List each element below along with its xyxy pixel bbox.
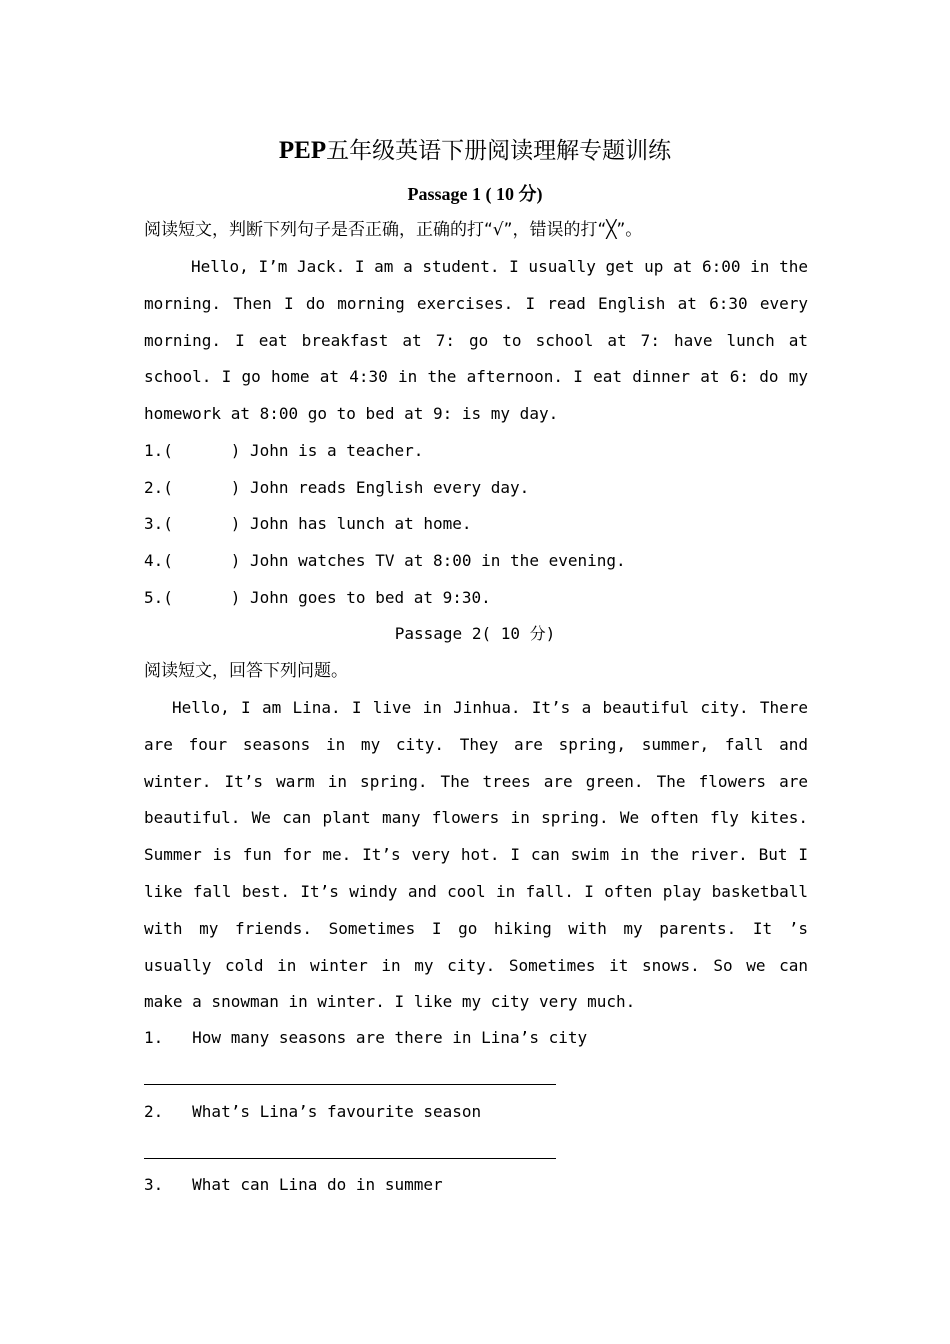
passage2-question-1: 1. How many seasons are there in Lina’s city: [144, 1028, 588, 1047]
page-title: [0, 134, 950, 168]
passage2-instruction: 阅读短文，回答下列问题。: [144, 661, 348, 681]
passage1-question-4: 4.( ) John watches TV at 8:00 in the evening.: [144, 551, 626, 570]
passage1-question-5: 5.( ) John goes to bed at 9:30.: [144, 588, 491, 607]
passage2-body: Hello, I am Lina. I live in Jinhua. It’s a beautiful city. There are four seasons in my city. They are spring, summer, fall and winter. It’s warm in spring. The trees are green. The flowers are beautiful. We can plant many flowers in spring. We often fly kites. Summer is fun for me. It’s very hot. I can swim in the river. But I like fall best. It’s windy and cool in fall. I often play basketball with my friends. Sometimes I go hiking with my parents. It ’s usually cold in winter in my city. Sometimes it snows. So we can make a snowman in winter. I like my city very much.: [144, 698, 808, 1012]
answer-line-1[interactable]: [144, 1084, 556, 1085]
passage1-question-1: 1.( ) John is a teacher.: [144, 441, 424, 460]
answer-line-2[interactable]: [144, 1158, 556, 1159]
passage1-body: Hello, I’m Jack. I am a student. I usually get up at 6:00 in the morning. Then I do morning exercises. I read English at 6:30 every morning. I eat breakfast at 7: go to school at 7: have lunch at school. I go home at 4:30 in the afternoon. I eat dinner at 6: do my homework at 8:00 go to bed at 9: is my day.: [144, 257, 808, 424]
passage1-instruction: 阅读短文，判断下列句子是否正确，正确的打“√”，错误的打“╳”。: [144, 220, 643, 240]
passage2-question-3: 3. What can Lina do in summer: [144, 1175, 443, 1194]
title-text: 五年级英语下册阅读理解专题训练: [326, 138, 672, 164]
passage1-question-2: 2.( ) John reads English every day.: [144, 478, 530, 497]
passage1-heading: Passage 1 ( 10 分): [407, 184, 543, 204]
passage1-question-3: 3.( ) John has lunch at home.: [144, 514, 472, 533]
passage2-question-2: 2. What’s Lina’s favourite season: [144, 1102, 482, 1121]
passage2-heading: Passage 2( 10 分): [394, 624, 556, 643]
title-latin: PEP: [278, 137, 327, 164]
